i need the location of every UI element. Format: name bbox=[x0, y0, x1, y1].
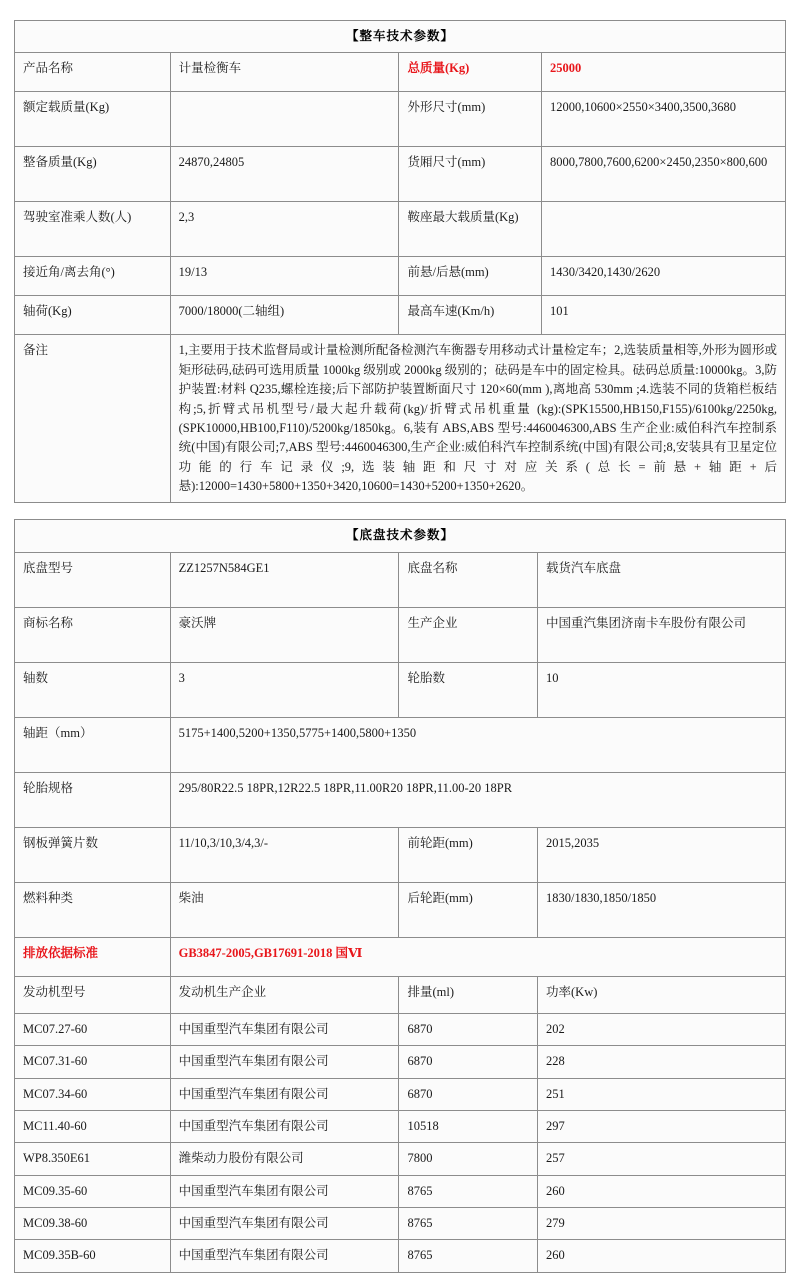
engine-displacement: 8765 bbox=[399, 1208, 538, 1240]
tire-label: 轮胎规格 bbox=[15, 772, 171, 827]
cell-value: 柴油 bbox=[170, 882, 399, 937]
tire-value: 295/80R22.5 18PR,12R22.5 18PR,11.00R20 18PR,11.00-20 18PR bbox=[170, 772, 785, 827]
table-row bbox=[15, 296, 786, 335]
cell-value: 10 bbox=[538, 662, 786, 717]
engine-manufacturer: 中国重型汽车集团有限公司 bbox=[170, 1110, 399, 1142]
emission-value: GB3847-2005,GB17691-2018 国Ⅵ bbox=[170, 937, 785, 976]
emission-label: 排放依据标准 bbox=[15, 937, 171, 976]
vehicle-banner-row bbox=[15, 21, 786, 53]
engine-power: 202 bbox=[538, 1013, 786, 1045]
engine-model: MC11.40-60 bbox=[15, 1110, 171, 1142]
cell-value: 载货汽车底盘 bbox=[538, 552, 786, 607]
engine-model: MC07.27-60 bbox=[15, 1013, 171, 1045]
cell-value: ZZ1257N584GE1 bbox=[170, 552, 399, 607]
cell-value: 豪沃牌 bbox=[170, 607, 399, 662]
table-row bbox=[15, 1143, 786, 1175]
cell-label: 商标名称 bbox=[15, 607, 171, 662]
cell-label: 生产企业 bbox=[399, 607, 538, 662]
cell-label: 轴荷(Kg) bbox=[15, 296, 171, 335]
cell-value: 12000,10600×2550×3400,3500,3680 bbox=[542, 92, 786, 147]
engine-power: 251 bbox=[538, 1078, 786, 1110]
cell-label: 后轮距(mm) bbox=[399, 882, 538, 937]
engine-displacement: 10518 bbox=[399, 1110, 538, 1142]
remark-row bbox=[15, 335, 786, 503]
section-spacer bbox=[14, 503, 786, 519]
engine-manufacturer: 潍柴动力股份有限公司 bbox=[170, 1143, 399, 1175]
cell-value: 8000,7800,7600,6200×2450,2350×800,600 bbox=[542, 147, 786, 202]
cell-label: 钢板弹簧片数 bbox=[15, 827, 171, 882]
engine-col-header-model: 发动机型号 bbox=[15, 976, 171, 1013]
remark-label: 备注 bbox=[15, 335, 171, 503]
table-row bbox=[15, 1208, 786, 1240]
chassis-banner-row bbox=[15, 520, 786, 552]
engine-model: WP8.350E61 bbox=[15, 1143, 171, 1175]
tire-row bbox=[15, 772, 786, 827]
cell-value: 计量检衡车 bbox=[170, 53, 399, 92]
cell-label: 驾驶室准乘人数(人) bbox=[15, 202, 171, 257]
engine-manufacturer: 中国重型汽车集团有限公司 bbox=[170, 1046, 399, 1078]
cell-label: 底盘名称 bbox=[399, 552, 538, 607]
engine-displacement: 6870 bbox=[399, 1013, 538, 1045]
engine-model: MC09.35-60 bbox=[15, 1175, 171, 1207]
cell-label: 前轮距(mm) bbox=[399, 827, 538, 882]
cell-label: 整备质量(Kg) bbox=[15, 147, 171, 202]
engine-header-row bbox=[15, 976, 786, 1013]
table-row bbox=[15, 882, 786, 937]
engine-manufacturer: 中国重型汽车集团有限公司 bbox=[170, 1175, 399, 1207]
cell-label: 前悬/后悬(mm) bbox=[399, 257, 542, 296]
engine-displacement: 6870 bbox=[399, 1078, 538, 1110]
cell-label: 最高车速(Km/h) bbox=[399, 296, 542, 335]
wheelbase-value: 5175+1400,5200+1350,5775+1400,5800+1350 bbox=[170, 717, 785, 772]
engine-power: 260 bbox=[538, 1240, 786, 1272]
table-row bbox=[15, 1110, 786, 1142]
engine-col-header-maker: 发动机生产企业 bbox=[170, 976, 399, 1013]
cell-value: 24870,24805 bbox=[170, 147, 399, 202]
engine-power: 297 bbox=[538, 1110, 786, 1142]
engine-power: 257 bbox=[538, 1143, 786, 1175]
table-row bbox=[15, 1013, 786, 1045]
chassis-spec-table bbox=[14, 519, 786, 1272]
table-row bbox=[15, 552, 786, 607]
cell-value: 2015,2035 bbox=[538, 827, 786, 882]
engine-manufacturer: 中国重型汽车集团有限公司 bbox=[170, 1078, 399, 1110]
cell-value-total-mass: 25000 bbox=[542, 53, 786, 92]
cell-value: 101 bbox=[542, 296, 786, 335]
remark-text: 1,主要用于技术监督局或计量检测所配备检测汽车衡器专用移动式计量检定车；2,选装质量相等,外形为圆形或矩形砝码,砝码可选用质量 1000kg 级别或 2000kg 级别的；砝码是车中的固定检具。砝码总质量:10000kg。3,防护装置:材料 Q235,螺栓连接;后下部防护装置断面尺寸 120×60(mm ),离地高 530mm ;4.选装不同的货箱栏板结构;5,折臂式吊机型号/最大起升载荷(kg)/折臂式吊机重量 (kg):(SPK15500,HB150,F155)/6100kg/2250kg,(SPK10000,HB100,F110)/5200kg/1850kg。6,装有 ABS,ABS 型号:4460046300,ABS 生产企业:威伯科汽车控制系统(中国)有限公司;7,ABS 型号:4460046300,生产企业:威伯科汽车控制系统(中国)有限公司;8,安装具有卫星定位功能的行车记录仪;9,选装轴距和尺寸对应关系(总长=前悬+轴距+后悬):12000=1430+5800+1350+3420,10600=1430+5200+1350+2620。 bbox=[170, 335, 785, 503]
cell-value bbox=[170, 92, 399, 147]
table-row bbox=[15, 92, 786, 147]
table-row bbox=[15, 202, 786, 257]
cell-label: 轴数 bbox=[15, 662, 171, 717]
wheelbase-label: 轴距（mm） bbox=[15, 717, 171, 772]
engine-model: MC07.34-60 bbox=[15, 1078, 171, 1110]
engine-power: 228 bbox=[538, 1046, 786, 1078]
table-row bbox=[15, 147, 786, 202]
table-row bbox=[15, 1175, 786, 1207]
engine-power: 260 bbox=[538, 1175, 786, 1207]
emission-row bbox=[15, 937, 786, 976]
cell-value: 19/13 bbox=[170, 257, 399, 296]
cell-value: 3 bbox=[170, 662, 399, 717]
vehicle-banner-title: 【整车技术参数】 bbox=[15, 21, 786, 53]
wheelbase-row bbox=[15, 717, 786, 772]
cell-value: 1830/1830,1850/1850 bbox=[538, 882, 786, 937]
engine-displacement: 7800 bbox=[399, 1143, 538, 1175]
cell-label-total-mass: 总质量(Kg) bbox=[399, 53, 542, 92]
table-row bbox=[15, 53, 786, 92]
cell-value bbox=[542, 202, 786, 257]
cell-value: 2,3 bbox=[170, 202, 399, 257]
engine-displacement: 8765 bbox=[399, 1240, 538, 1272]
engine-manufacturer: 中国重型汽车集团有限公司 bbox=[170, 1208, 399, 1240]
cell-label: 底盘型号 bbox=[15, 552, 171, 607]
chassis-banner-title: 【底盘技术参数】 bbox=[15, 520, 786, 552]
engine-model: MC09.35B-60 bbox=[15, 1240, 171, 1272]
cell-label: 额定载质量(Kg) bbox=[15, 92, 171, 147]
engine-model: MC09.38-60 bbox=[15, 1208, 171, 1240]
engine-col-header-displacement: 排量(ml) bbox=[399, 976, 538, 1013]
cell-label: 接近角/离去角(°) bbox=[15, 257, 171, 296]
table-row bbox=[15, 662, 786, 717]
cell-label: 外形尺寸(mm) bbox=[399, 92, 542, 147]
vehicle-spec-table bbox=[14, 20, 786, 503]
engine-manufacturer: 中国重型汽车集团有限公司 bbox=[170, 1240, 399, 1272]
engine-displacement: 6870 bbox=[399, 1046, 538, 1078]
cell-value-manufacturer: 中国重汽集团济南卡车股份有限公司 bbox=[538, 607, 786, 662]
cell-label: 轮胎数 bbox=[399, 662, 538, 717]
cell-value: 11/10,3/10,3/4,3/- bbox=[170, 827, 399, 882]
cell-value: 7000/18000(二轴组) bbox=[170, 296, 399, 335]
engine-model: MC07.31-60 bbox=[15, 1046, 171, 1078]
engine-manufacturer: 中国重型汽车集团有限公司 bbox=[170, 1013, 399, 1045]
table-row bbox=[15, 827, 786, 882]
engine-power: 279 bbox=[538, 1208, 786, 1240]
table-row bbox=[15, 1078, 786, 1110]
cell-label: 产品名称 bbox=[15, 53, 171, 92]
table-row bbox=[15, 1046, 786, 1078]
cell-value: 1430/3420,1430/2620 bbox=[542, 257, 786, 296]
table-row bbox=[15, 607, 786, 662]
table-row bbox=[15, 257, 786, 296]
cell-label: 燃料种类 bbox=[15, 882, 171, 937]
cell-label: 鞍座最大载质量(Kg) bbox=[399, 202, 542, 257]
table-row bbox=[15, 1240, 786, 1272]
engine-col-header-power: 功率(Kw) bbox=[538, 976, 786, 1013]
cell-label: 货厢尺寸(mm) bbox=[399, 147, 542, 202]
engine-displacement: 8765 bbox=[399, 1175, 538, 1207]
